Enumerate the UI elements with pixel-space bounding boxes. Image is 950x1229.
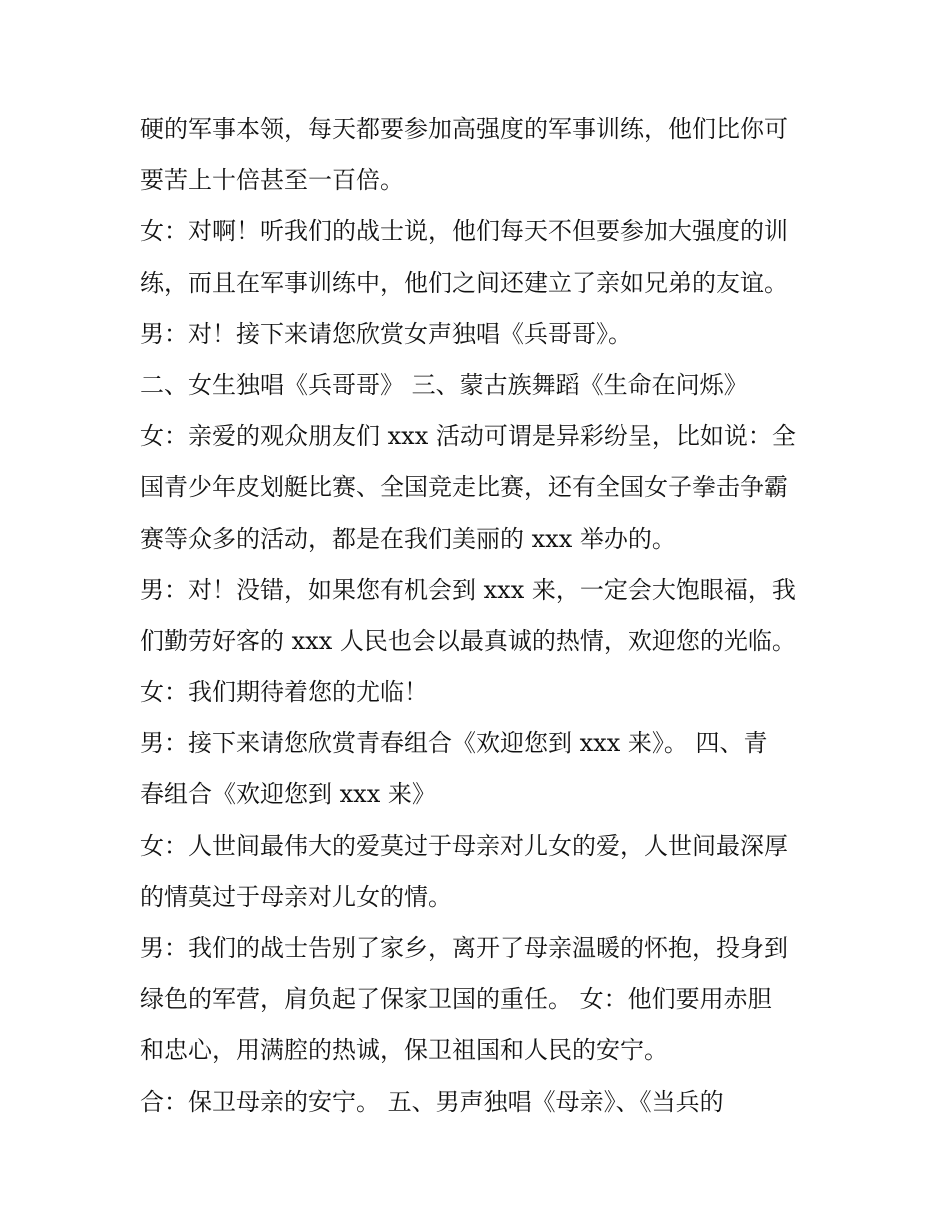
text-line: 男：对！接下来请您欣赏女声独唱《兵哥哥》。 xyxy=(140,319,632,348)
text-line: 要苦上十倍甚至一百倍。 xyxy=(140,166,404,195)
document-body xyxy=(140,104,820,1128)
text-line: 练，而且在军事训练中，他们之间还建立了亲如兄弟的友谊。 xyxy=(140,268,788,297)
text-line: 女：人世间最伟大的爱莫过于母亲对儿女的爱，人世间最深厚 xyxy=(140,831,788,860)
text-line: 国青少年皮划艇比赛、全国竞走比赛，还有全国女子拳击争霸 xyxy=(140,473,788,502)
text-line: 硬的军事本领，每天都要参加高强度的军事训练，他们比你可 xyxy=(140,115,788,143)
text-line: 赛等众多的活动，都是在我们美丽的 xxx 举办的。 xyxy=(140,524,676,553)
text-line: 春组合《欢迎您到 xxx 来》 xyxy=(140,780,436,809)
text-line: 男：接下来请您欣赏青春组合《欢迎您到 xxx 来》。 四、青 xyxy=(140,729,768,758)
text-line: 女：对啊！听我们的战士说，他们每天不但要参加大强度的训 xyxy=(140,217,788,246)
text-line: 绿色的军营，肩负起了保家卫国的重任。 女：他们要用赤胆 xyxy=(140,985,772,1014)
text-line: 二、女生独唱《兵哥哥》 三、蒙古族舞蹈《生命在问烁》 xyxy=(140,370,748,399)
text-line: 男：我们的战士告别了家乡，离开了母亲温暖的怀抱，投身到 xyxy=(140,934,788,962)
text-line: 们勤劳好客的 xxx 人民也会以最真诚的热情，欢迎您的光临。 xyxy=(140,626,796,655)
text-line: 女：亲爱的观众朋友们 xxx 活动可谓是异彩纷呈，比如说：全 xyxy=(140,422,796,451)
text-line: 合：保卫母亲的安宁。 五、男声独唱《母亲》、《当兵的 xyxy=(140,1087,724,1116)
text-line: 女：我们期待着您的尤临！ xyxy=(140,678,428,707)
text-line: 和忠心，用满腔的热诚，保卫祖国和人民的安宁。 xyxy=(140,1036,668,1065)
text-line: 的情莫过于母亲对儿女的情。 xyxy=(140,882,452,911)
text-line: 男：对！没错，如果您有机会到 xxx 来，一定会大饱眼福，我 xyxy=(140,575,796,604)
